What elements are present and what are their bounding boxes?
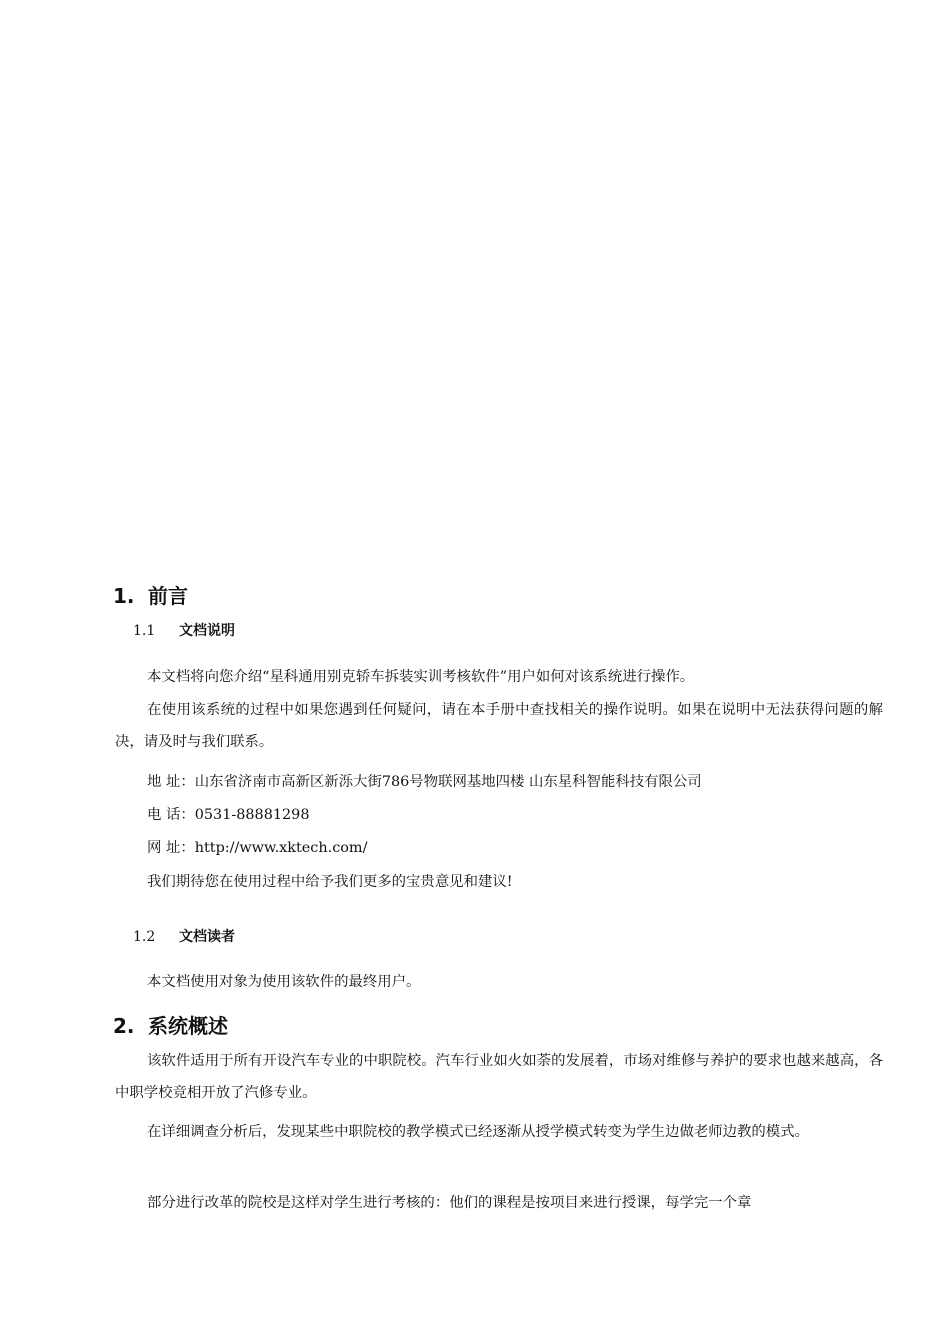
address-line bbox=[147, 772, 702, 792]
section-1-heading bbox=[113, 584, 188, 608]
reader-paragraph: 本文档使用对象为使用该软件的最终用户。 bbox=[147, 974, 421, 990]
intro-paragraph: 本文档将向您介绍“星科通用别克轿车拆装实训考核软件”用户如何对该系统进行操作。 bbox=[147, 669, 695, 685]
help-paragraph: 在使用该系统的过程中如果您遇到任何疑问，请在本手册中查找相关的操作说明。如果在说明中无法获得问题的解决，请及时与我们联系。 bbox=[115, 702, 883, 750]
subsection-1-2-number: 1.2 bbox=[133, 929, 156, 945]
website-line bbox=[147, 838, 367, 858]
phone-label: 电 话： bbox=[147, 807, 195, 823]
website-link[interactable]: http://www.xktech.com/ bbox=[194, 840, 368, 856]
section-2-title: 系统概述 bbox=[148, 1014, 228, 1038]
subsection-1-1-heading bbox=[133, 622, 235, 640]
overview-paragraph-2: 在详细调查分析后，发现某些中职院校的教学模式已经逐渐从授学模式转变为学生边做老师边教的模式。 bbox=[147, 1124, 809, 1140]
subsection-1-1-title: 文档说明 bbox=[179, 623, 235, 639]
subsection-1-1-number: 1.1 bbox=[133, 623, 156, 639]
section-1-title: 前言 bbox=[148, 584, 188, 608]
website-label: 网 址： bbox=[147, 840, 195, 856]
phone-value: 0531-88881298 bbox=[194, 807, 310, 823]
phone-line bbox=[147, 805, 309, 825]
section-2-heading bbox=[113, 1014, 228, 1038]
section-1-number: 1. bbox=[113, 584, 135, 608]
overview-paragraph-3: 部分进行改革的院校是这样对学生进行考核的：他们的课程是按项目来进行授课，每学完一个章 bbox=[147, 1195, 752, 1211]
overview-paragraph-1: 该软件适用于所有开设汽车专业的中职院校。汽车行业如火如荼的发展着，市场对维修与养护的要求也越来越高，各中职学校竞相开放了汽修专业。 bbox=[115, 1053, 883, 1101]
subsection-1-2-heading bbox=[133, 928, 235, 946]
address-label: 地 址： bbox=[147, 774, 195, 790]
subsection-1-2-title: 文档读者 bbox=[179, 929, 235, 945]
section-2-number: 2. bbox=[113, 1014, 135, 1038]
closing-line: 我们期待您在使用过程中给予我们更多的宝贵意见和建议! bbox=[147, 874, 513, 890]
address-value: 山东省济南市高新区新泺大街786号物联网基地四楼 山东星科智能科技有限公司 bbox=[194, 774, 702, 790]
